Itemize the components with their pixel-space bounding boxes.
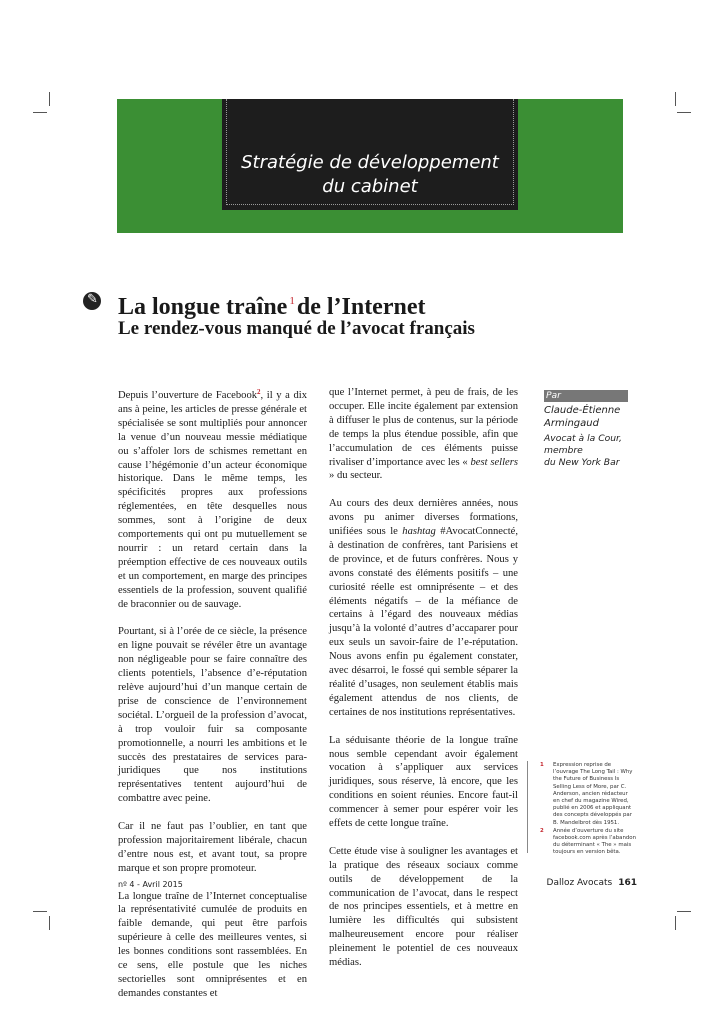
- author-byline: [544, 390, 628, 469]
- crop-mark: [33, 911, 47, 912]
- text-column-1: [118, 386, 307, 1015]
- footnote-divider: [527, 761, 528, 853]
- footnote: [540, 762, 636, 827]
- author-name: [544, 404, 628, 430]
- paragraph: [329, 497, 518, 720]
- paragraph: Cette étude vise à souligner les avantages et la pratique des réseaux sociaux comme outils de développement de la communication de l’avocat, dans le respect de nos principes essentiels, et à mettre en lumière les difficultés qui subsistent malheureusement encore pour réaliser pleinement le potentiel de ces nouveaux médias.: [329, 845, 518, 969]
- footnote-number: 1: [540, 762, 544, 768]
- crop-mark: [675, 92, 676, 106]
- author-role-line1: Avocat à la Cour,: [544, 433, 622, 444]
- paragraph: Car il ne faut pas l’oublier, en tant que profession majoritairement libérale, chacun d’entre nous est, et avant tout, sa propre marque et son propre promoteur.: [118, 821, 307, 874]
- paragraph: Pourtant, si à l’orée de ce siècle, la présence en ligne pouvait se révéler être un avantage non négligeable pour se faire connaître des clients potentiels, l’absence d’e-réputation relève aujourd’hui d’un manque certain de prise de conscience de l’environnement sociétal. L’orgueil de la profession d’avocat, à trop vouloir fuir sa composante promotionnelle, a nourri les ambitions et le succès des prestataires de services para-juridiques que nos institutions représentatives tentent aujourd’hui de combattre avec peine.: [118, 626, 307, 805]
- footnotes: [540, 762, 636, 858]
- paragraph: [118, 386, 307, 612]
- footnote-text: Expression reprise de l’ouvrage The Long Tail : Why the Future of Business Is Selling Less of More, par C. Anderson, ancien rédacteur en chef du magazine Wired, publié en 2006 et appliquant des concepts développés par B. Mandelbrot dès 1951.: [553, 762, 633, 826]
- section-title-line2: du cabinet: [322, 176, 418, 197]
- footnote-ref: 2: [257, 388, 261, 396]
- paragraph-text: que l’Internet permet, à peu de frais, de les occuper. Elle incite également par extension à diffuser le plus de contenus, sur la période de temps la plus étendue possible, afin que l’accumulation de ces éléments puisse rivaliser d’importance avec les «: [329, 387, 518, 468]
- footnote-text: Année d’ouverture du site facebook.com après l’abandon du déterminant « The » mais toujours en version bêta.: [553, 827, 637, 856]
- title-part1: La longue traîne: [118, 294, 288, 320]
- article-subtitle: Le rendez-vous manqué de l’avocat français: [118, 318, 475, 339]
- paragraph-text: #AvocatConnecté, à destination de confrères, tant Parisiens et de province, et de futurs confrères. Nous y avons constaté des éléments positifs – une curiosité réelle est omniprésente – et des éléments négatifs – de la méfiance de certains à l’égard des nouveaux médias jusqu’à la volonté d’autres d’accaparer pour eux seuls un savoir-faire de l’e-réputation. Nous avons enfin pu également constater, avec désarroi, le fossé qui semble séparer la réalité d’usages, non seulement établis mais également attendus de nos clients, de certaines de nos institutions représentatives.: [329, 526, 518, 718]
- text-column-2: [329, 386, 518, 984]
- page-number: 161: [618, 878, 637, 888]
- crop-mark: [677, 911, 691, 912]
- section-title: [222, 151, 518, 199]
- paragraph: [329, 386, 518, 483]
- crop-mark: [677, 112, 691, 113]
- crop-mark: [675, 916, 676, 930]
- paragraph-text: » du secteur.: [329, 470, 383, 482]
- footnote-number: 2: [540, 827, 544, 834]
- author-name-line2: Armingaud: [544, 418, 599, 429]
- section-title-box: [222, 99, 518, 210]
- byline-par-label: Par: [544, 390, 628, 402]
- paragraph: La séduisante théorie de la longue traîne nous semble cependant avoir également vocation à s’appliquer aux services juridiques, sous réserve, là encore, que les conditions en soient réunies. Encore faut-il commencer à semer pour espérer voir les effets de cette longue traîne.: [329, 734, 518, 830]
- emphasis: best sellers: [470, 456, 518, 468]
- author-role: [544, 433, 628, 469]
- pen-icon: ✎: [83, 292, 101, 310]
- title-part2: de l’Internet: [296, 294, 426, 320]
- author-role-line3: du New York Bar: [544, 457, 620, 468]
- paragraph: La longue traîne de l’Internet conceptualise la représentativité cumulée de produits en faible demande, qui peut être parfois supérieure à celle des meilleures ventes, si les bonnes conditions sont rassemblées. En ce sens, elle postule que les niches sectorielles sont omniprésentes et en demandes constantes et: [118, 890, 307, 999]
- section-title-line1: Stratégie de développement: [241, 152, 499, 173]
- page-footer: [520, 878, 637, 888]
- paragraph-text: , il y a dix ans à peine, les articles de presse générale et spécialisée se sont multipliés pour annoncer la venue d’un nouveau messie médiatique ou s’affoler lors de schismes remettant en cause l’hégémonie d’un acteur économique historique. Dans le même temps, les spécificités propres aux professions réglementées, en tête desquelles nous sommes, sont à l’origine de deux comportements qui ont pu mutuellement se nourrir : un retard certain dans la préemption effective de ces nouveaux outils et un comportement, en marge des principes essentiels de la profession, souvent qualifié de braconnier ou de sauvage.: [118, 390, 307, 610]
- author-role-line2: membre: [544, 445, 583, 456]
- emphasis: hashtag: [402, 526, 436, 538]
- crop-mark: [33, 112, 47, 113]
- footnote: [540, 828, 636, 857]
- paragraph-text: Depuis l’ouverture de Facebook: [118, 390, 258, 401]
- issue-info: nº 4 - Avril 2015: [118, 880, 183, 889]
- author-name-line1: Claude-Étienne: [544, 405, 621, 416]
- title-footnote-ref: 1: [289, 295, 295, 307]
- crop-mark: [49, 92, 50, 106]
- paragraph-text: Au cours des deux dernières années, nous avons pu animer diverses formations, unifiées sous le: [329, 498, 518, 538]
- crop-mark: [49, 916, 50, 930]
- magazine-name: Dalloz Avocats: [546, 878, 613, 888]
